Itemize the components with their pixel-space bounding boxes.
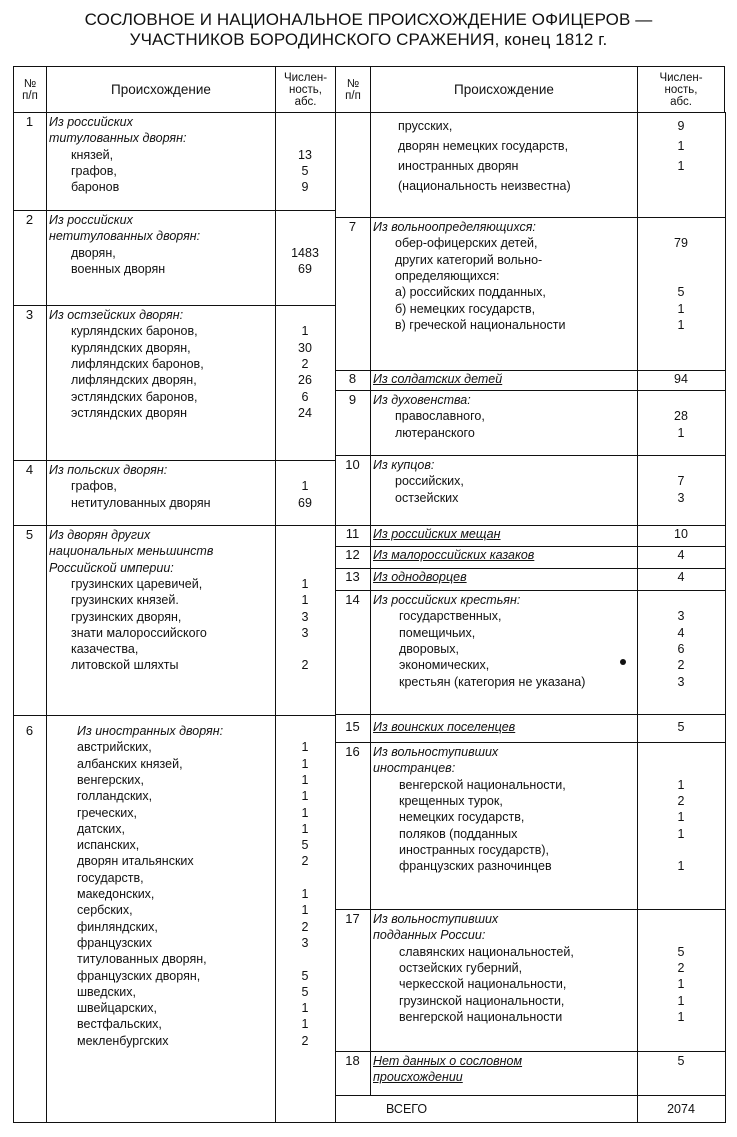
- category-label: происхождении: [373, 1070, 463, 1085]
- row-number: 16: [345, 744, 360, 759]
- count-value: 3: [677, 609, 685, 624]
- count-value: 4: [677, 548, 685, 562]
- count-value: 4: [677, 570, 685, 584]
- row-number: 5: [25, 527, 34, 542]
- header-num-right-label: № п/п: [345, 77, 361, 102]
- count-value: 9: [301, 180, 309, 195]
- subcategory-label: лютеранского: [395, 425, 475, 440]
- subcategory-label: швейцарских,: [77, 1001, 157, 1016]
- subcategory-label: графов,: [71, 163, 117, 178]
- subcategory-label: лифляндских баронов,: [71, 356, 204, 371]
- count-value: 3: [301, 935, 309, 950]
- row-r16-num-cell: [335, 742, 371, 910]
- count-value: 5: [301, 838, 309, 853]
- count-value: 1483: [291, 245, 319, 260]
- count-value: 4: [677, 625, 685, 640]
- row-number: 8: [348, 371, 357, 386]
- subcategory-label: экономических,: [399, 658, 490, 673]
- count-value: 3: [301, 609, 309, 624]
- header-origin-left-label: Происхождение: [111, 81, 211, 97]
- count-value: 94: [674, 372, 688, 386]
- total-label: ВСЕГО: [386, 1102, 428, 1116]
- subcategory-label: вестфальских,: [77, 1017, 162, 1032]
- count-value: 2: [301, 356, 309, 371]
- count-value: 69: [298, 495, 312, 510]
- subcategory-label: других категорий вольно-: [395, 252, 543, 267]
- subcategory-label: греческих,: [77, 805, 137, 820]
- subcategory-label: иностранных дворян: [398, 159, 519, 173]
- subcategory-label: австрийских,: [77, 740, 152, 755]
- count-value: 1: [301, 772, 309, 787]
- row-number: 11: [345, 526, 360, 541]
- count-value: 26: [298, 373, 312, 388]
- count-value: 1: [301, 887, 309, 901]
- subcategory-label: прусских,: [398, 119, 453, 133]
- count-value: 5: [301, 163, 309, 178]
- subcategory-label: нетитулованных дворян: [71, 495, 211, 510]
- count-value: 1: [677, 317, 685, 332]
- subcategory-label: венгерских,: [77, 772, 144, 787]
- subcategory-label: титулованных дворян,: [77, 952, 207, 967]
- row-number: 7: [348, 219, 357, 234]
- subcategory-label: испанских,: [77, 838, 140, 853]
- row-number: 3: [25, 307, 34, 322]
- count-value: 1: [677, 777, 685, 792]
- row-number: 2: [25, 212, 34, 227]
- subcategory-label: литовской шляхты: [71, 658, 179, 673]
- row-r17-num-cell: [335, 909, 371, 1052]
- count-value: 1: [677, 159, 685, 173]
- subcategory-label: датских,: [77, 821, 125, 836]
- header-count-right-label: Числен- ность, абс.: [659, 71, 703, 108]
- header-count-left: [275, 66, 336, 113]
- count-value: 1: [677, 977, 685, 992]
- count-value: 69: [298, 261, 312, 276]
- category-label: Из иностранных дворян:: [77, 724, 224, 738]
- count-value: 1: [301, 324, 309, 339]
- count-value: 6: [677, 641, 685, 656]
- subcategory-label: французских разночинцев: [399, 859, 552, 874]
- subcategory-label: черкесской национальности,: [399, 977, 567, 992]
- count-value: 1: [677, 826, 685, 841]
- row-r5-num-cell: [13, 525, 47, 716]
- count-value: 30: [298, 340, 312, 355]
- category-label: Нет данных о сословном: [373, 1054, 523, 1068]
- count-value: 1: [301, 1017, 309, 1032]
- category-label: титулованных дворян:: [49, 131, 187, 146]
- subcategory-label: грузинских князей.: [71, 593, 179, 608]
- subcategory-label: российских,: [395, 474, 464, 489]
- row-number: 18: [345, 1053, 360, 1068]
- count-value: 2: [301, 854, 309, 869]
- subcategory-label: государств,: [77, 870, 144, 885]
- count-value: 3: [301, 625, 309, 640]
- count-value: 5: [301, 968, 309, 983]
- count-value: 1: [301, 756, 309, 771]
- subcategory-label: баронов: [71, 180, 120, 195]
- category-label: Из воинских поселенцев: [373, 720, 516, 734]
- category-label: Из вольноступивших: [373, 912, 499, 926]
- count-value: 1: [677, 1009, 685, 1024]
- count-value: 1: [301, 479, 309, 494]
- subcategory-label: дворян немецких государств,: [398, 139, 569, 153]
- count-value: 1: [677, 301, 685, 316]
- subcategory-label: сербских,: [77, 903, 133, 918]
- row-number: 10: [345, 457, 360, 472]
- row-r7-num-cell: [335, 217, 371, 371]
- subcategory-label: грузинских царевичей,: [71, 576, 203, 591]
- subcategory-label: французских: [77, 935, 153, 950]
- subcategory-label: иностранных государств),: [399, 842, 549, 857]
- subcategory-label: государственных,: [399, 609, 502, 624]
- subcategory-label: грузинских дворян,: [71, 609, 182, 624]
- subcategory-label: шведских,: [77, 984, 136, 999]
- subcategory-label: венгерской национальности: [399, 1009, 563, 1024]
- count-value: 24: [298, 405, 312, 420]
- row-number: 1: [25, 114, 34, 129]
- row-number: 4: [25, 462, 34, 477]
- count-value: 1: [301, 903, 309, 918]
- subcategory-label: остзейских: [395, 490, 459, 505]
- count-value: 2: [301, 919, 309, 934]
- subcategory-label: эстляндских баронов,: [71, 389, 198, 404]
- category-label: Из вольноступивших: [373, 745, 499, 759]
- subcategory-label: грузинской национальности,: [399, 993, 565, 1008]
- count-value: 9: [677, 119, 685, 133]
- subcategory-label: мекленбургских: [77, 1033, 169, 1048]
- subcategory-label: немецких государств,: [399, 810, 525, 825]
- count-value: 1: [301, 1001, 309, 1016]
- subcategory-label: б) немецких государств,: [395, 301, 536, 316]
- count-value: 5: [677, 285, 685, 300]
- count-value: 1: [301, 805, 309, 820]
- subcategory-label: в) греческой национальности: [395, 317, 566, 332]
- count-value: 1: [301, 821, 309, 836]
- total-label-cell: [335, 1095, 638, 1123]
- total-value: 2074: [667, 1102, 695, 1116]
- category-label: Российской империи:: [49, 560, 174, 575]
- row-number: 9: [348, 392, 357, 407]
- subcategory-label: курляндских дворян,: [71, 340, 191, 355]
- category-label: Из малороссийских казаков: [373, 548, 535, 562]
- subcategory-label: дворовых,: [399, 641, 459, 656]
- subcategory-label: албанских князей,: [77, 756, 183, 771]
- category-label: Из российских: [49, 115, 133, 129]
- count-value: 1: [677, 859, 685, 874]
- category-label: Из российских: [49, 213, 133, 227]
- count-value: 3: [677, 490, 685, 505]
- table-title-line-2: УЧАСТНИКОВ БОРОДИНСКОГО СРАЖЕНИЯ, конец 1812 г.: [129, 30, 608, 49]
- count-value: 5: [301, 984, 309, 999]
- row-number: 15: [345, 719, 360, 734]
- table-title-line-1: СОСЛОВНОЕ И НАЦИОНАЛЬНОЕ ПРОИСХОЖДЕНИЕ ОФИЦЕРОВ —: [84, 10, 653, 29]
- count-value: 2: [677, 793, 685, 808]
- category-label: Из российских мещан: [373, 527, 501, 541]
- subcategory-label: македонских,: [77, 887, 155, 901]
- subcategory-label: определяющихся:: [395, 268, 500, 283]
- subcategory-label: казачества,: [71, 642, 139, 657]
- count-value: 2: [301, 658, 309, 673]
- count-value: 10: [674, 527, 688, 541]
- category-label: Из польских дворян:: [49, 463, 168, 477]
- subcategory-label: военных дворян: [71, 261, 166, 276]
- subcategory-label: голландских,: [77, 789, 153, 804]
- subcategory-label: а) российских подданных,: [395, 285, 546, 300]
- subcategory-label: дворян итальянских: [77, 854, 194, 869]
- count-value: 5: [677, 944, 685, 959]
- subcategory-label: венгерской национальности,: [399, 777, 566, 792]
- header-num-left-label: № п/п: [22, 77, 38, 102]
- subcategory-label: остзейских губерний,: [399, 960, 523, 975]
- subcategory-label: обер-офицерских детей,: [395, 236, 538, 251]
- row-number: 6: [25, 723, 34, 738]
- category-label: Из однодворцев: [373, 570, 467, 584]
- count-value: 5: [677, 720, 685, 734]
- category-label: Из купцов:: [373, 458, 435, 472]
- category-label: Из вольноопределяющихся:: [373, 220, 536, 234]
- count-value: 7: [677, 474, 685, 489]
- count-value: 1: [301, 740, 309, 755]
- subcategory-label: курляндских баронов,: [71, 324, 198, 339]
- count-value: 1: [301, 593, 309, 608]
- count-value: 1: [677, 425, 685, 440]
- header-origin-left: [46, 66, 276, 113]
- category-label: Из остзейских дворян:: [49, 308, 184, 322]
- header-num-left: [13, 66, 47, 113]
- subcategory-label: помещичьих,: [399, 625, 476, 640]
- subcategory-label: дворян,: [71, 245, 116, 260]
- subcategory-label: графов,: [71, 479, 117, 494]
- category-label: нетитулованных дворян:: [49, 229, 201, 244]
- count-value: 2: [677, 960, 685, 975]
- subcategory-label: эстляндских дворян: [71, 405, 187, 420]
- category-label: подданных России:: [373, 928, 486, 943]
- count-value: 5: [677, 1054, 685, 1068]
- subcategory-label: православного,: [395, 409, 485, 424]
- count-value: 1: [677, 993, 685, 1008]
- category-label: Из дворян других: [49, 528, 151, 542]
- count-value: 1: [301, 576, 309, 591]
- count-value: 79: [674, 236, 688, 251]
- subcategory-label: славянских национальностей,: [399, 944, 574, 959]
- count-value: 3: [677, 674, 685, 689]
- header-num-right: [335, 66, 371, 113]
- subcategory-label: (национальность неизвестна): [398, 179, 571, 193]
- count-value: 13: [298, 147, 312, 162]
- count-value: 6: [301, 389, 309, 404]
- subcategory-label: поляков (подданных: [399, 826, 518, 841]
- subcategory-label: князей,: [71, 147, 114, 162]
- row-number: 14: [345, 592, 360, 607]
- subcategory-label: лифляндских дворян,: [71, 373, 197, 388]
- header-count-right: [637, 66, 725, 113]
- count-value: 28: [674, 409, 688, 424]
- category-label: Из духовенства:: [373, 393, 471, 407]
- category-label: национальных меньшинств: [49, 544, 214, 559]
- subcategory-label: финляндских,: [77, 919, 158, 934]
- subcategory-label: французских дворян,: [77, 968, 201, 983]
- count-value: 2: [677, 658, 685, 673]
- category-label: иностранцев:: [373, 761, 456, 776]
- row-r6-num-cell: [13, 715, 47, 1123]
- header-origin-right-label: Происхождение: [454, 81, 554, 97]
- row-r14-num-cell: [335, 590, 371, 715]
- row-r6cont-num-cell: [335, 112, 371, 218]
- subcategory-label: крещенных турок,: [399, 793, 503, 808]
- row-r3-num-cell: [13, 305, 47, 461]
- row-number: 12: [345, 547, 360, 562]
- row-number: 17: [345, 911, 360, 926]
- category-label: Из солдатских детей: [373, 372, 503, 386]
- count-value: 1: [301, 789, 309, 804]
- subcategory-label: крестьян (категория не указана): [399, 674, 586, 689]
- header-origin-right: [370, 66, 638, 113]
- count-value: 1: [677, 810, 685, 825]
- count-value: 1: [677, 139, 685, 153]
- row-number: 13: [345, 569, 360, 584]
- header-count-left-label: Числен- ность, абс.: [283, 71, 328, 108]
- category-label: Из российских крестьян:: [373, 593, 521, 607]
- subcategory-label: знати малороссийского: [71, 625, 207, 640]
- count-value: 2: [301, 1033, 309, 1048]
